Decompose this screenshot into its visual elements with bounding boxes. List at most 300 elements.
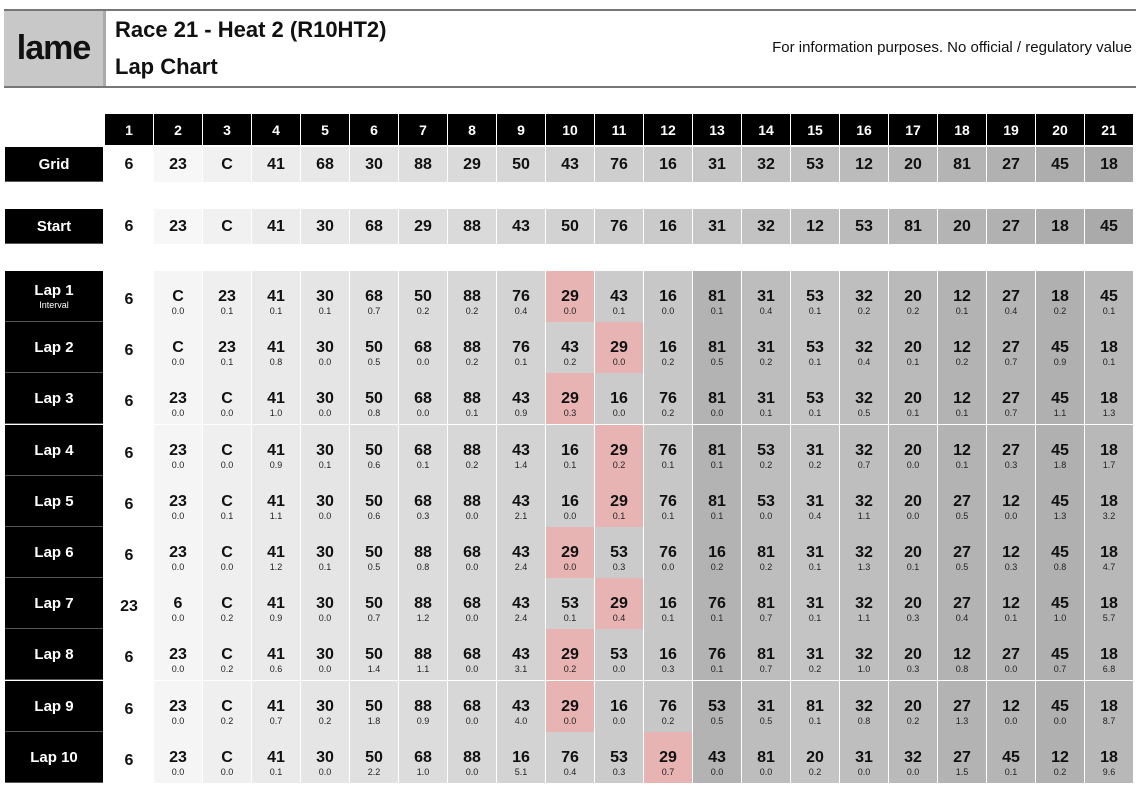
- lap-cell: [202, 373, 251, 424]
- interval-value: 0.2: [661, 357, 675, 367]
- interval-value: 0.0: [171, 613, 185, 623]
- interval-value: 0.0: [1004, 664, 1018, 674]
- driver-number: 16: [659, 646, 677, 663]
- driver-number: 81: [708, 288, 726, 305]
- interval-value: 0.0: [318, 511, 332, 521]
- interval-value: 0.1: [710, 511, 724, 521]
- lap-cell: [692, 578, 741, 629]
- driver-number: 43: [512, 218, 530, 235]
- lap-cell: [741, 373, 790, 424]
- lap-cell: [986, 322, 1035, 373]
- lap-row-label: [5, 425, 103, 476]
- interval-value: 0.2: [220, 716, 234, 726]
- interval-value: 0.5: [710, 716, 724, 726]
- driver-number: 23: [169, 390, 187, 407]
- interval-value: 0.2: [1053, 306, 1067, 316]
- driver-number: 6: [124, 752, 134, 769]
- start-cell: [790, 209, 839, 244]
- interval-value: 5.7: [1102, 613, 1116, 623]
- interval-value: 1.1: [857, 511, 871, 521]
- lap-cell: [937, 476, 986, 527]
- interval-value: 0.4: [759, 306, 773, 316]
- interval-value: 0.6: [367, 511, 381, 521]
- interval-value: 0.8: [955, 664, 969, 674]
- interval-value: 3.2: [1102, 511, 1116, 521]
- interval-value: 0.2: [710, 562, 724, 572]
- lap-cell: [300, 578, 349, 629]
- lap-cell: [839, 629, 888, 680]
- driver-number: 50: [365, 544, 383, 561]
- driver-number: 81: [757, 646, 775, 663]
- lap-cell: [104, 476, 153, 527]
- interval-value: 0.1: [514, 357, 528, 367]
- driver-number: C: [221, 218, 233, 235]
- driver-number: 20: [904, 544, 922, 561]
- lap-cell: [153, 732, 202, 783]
- driver-number: 6: [173, 595, 183, 612]
- driver-number: 23: [169, 442, 187, 459]
- lap-cell: [398, 373, 447, 424]
- driver-number: 29: [610, 595, 628, 612]
- driver-number: 76: [659, 493, 677, 510]
- driver-number: 27: [1002, 156, 1020, 173]
- interval-value: 4.7: [1102, 562, 1116, 572]
- lap-label: Lap 7: [34, 594, 74, 612]
- interval-value: 0.0: [563, 511, 577, 521]
- lap-cell: [349, 322, 398, 373]
- driver-number: 53: [855, 218, 873, 235]
- lap-cell: [447, 271, 496, 322]
- driver-number: 88: [463, 493, 481, 510]
- driver-number: 68: [316, 156, 334, 173]
- lap-label: Lap 9: [34, 697, 74, 715]
- interval-value: 0.1: [563, 460, 577, 470]
- interval-value: 0.9: [1053, 357, 1067, 367]
- driver-number: 45: [1051, 698, 1069, 715]
- driver-number: 6: [124, 156, 134, 173]
- lap-cell: [496, 425, 545, 476]
- interval-value: 0.9: [269, 613, 283, 623]
- lap-cell: [1084, 322, 1133, 373]
- driver-number: 43: [512, 390, 530, 407]
- driver-number: 76: [659, 698, 677, 715]
- interval-value: 0.2: [465, 460, 479, 470]
- driver-number: 43: [512, 646, 530, 663]
- driver-number: 29: [610, 493, 628, 510]
- position-column-header: 12: [643, 114, 692, 145]
- lap-cell: [251, 322, 300, 373]
- interval-value: 0.5: [710, 357, 724, 367]
- lap-cell: [545, 476, 594, 527]
- lap-cell: [1084, 527, 1133, 578]
- interval-value: 0.0: [171, 408, 185, 418]
- lap-cell: [1035, 732, 1084, 783]
- lap-cell: [104, 373, 153, 424]
- driver-number: 41: [267, 156, 285, 173]
- interval-value: 9.6: [1102, 767, 1116, 777]
- driver-number: 41: [267, 544, 285, 561]
- driver-number: C: [221, 544, 233, 561]
- driver-number: 81: [757, 749, 775, 766]
- lap-cell: [251, 681, 300, 732]
- lap-cell: [349, 629, 398, 680]
- driver-number: 16: [659, 339, 677, 356]
- driver-number: 6: [124, 218, 134, 235]
- driver-number: 18: [1100, 646, 1118, 663]
- driver-number: 30: [316, 288, 334, 305]
- lap-cell: [447, 681, 496, 732]
- start-cell: [1084, 209, 1133, 244]
- position-column-header: 15: [790, 114, 839, 145]
- driver-number: 30: [316, 218, 334, 235]
- driver-number: 50: [512, 156, 530, 173]
- interval-value: 0.7: [367, 613, 381, 623]
- lap-cell: [447, 578, 496, 629]
- interval-value: 1.4: [514, 460, 528, 470]
- driver-number: 88: [414, 646, 432, 663]
- driver-number: 30: [316, 493, 334, 510]
- driver-number: 50: [414, 288, 432, 305]
- interval-value: 0.0: [465, 562, 479, 572]
- position-column-header: 2: [153, 114, 202, 145]
- driver-number: 12: [1051, 749, 1069, 766]
- position-column-header: 4: [251, 114, 300, 145]
- lap-row-label: [5, 578, 103, 629]
- driver-number: 53: [806, 288, 824, 305]
- lap-cell: [251, 425, 300, 476]
- lap-cell: [594, 681, 643, 732]
- lap-cell: [790, 425, 839, 476]
- grid-cell: [790, 147, 839, 182]
- driver-number: 27: [1002, 339, 1020, 356]
- lap-cell: [986, 629, 1035, 680]
- lap-cell: [692, 425, 741, 476]
- interval-value: 0.4: [612, 613, 626, 623]
- lap-cell: [398, 629, 447, 680]
- driver-number: 16: [561, 493, 579, 510]
- driver-number: 32: [855, 698, 873, 715]
- interval-value: 0.1: [661, 613, 675, 623]
- lap-cell: [692, 527, 741, 578]
- driver-number: 88: [463, 390, 481, 407]
- page-title: Race 21 - Heat 2 (R10HT2): [115, 17, 387, 42]
- driver-number: 27: [1002, 218, 1020, 235]
- lap-row-label: [5, 681, 103, 732]
- interval-value: 1.3: [857, 562, 871, 572]
- driver-number: 23: [218, 339, 236, 356]
- position-column-header: 5: [300, 114, 349, 145]
- driver-number: 68: [463, 698, 481, 715]
- interval-value: 0.1: [465, 408, 479, 418]
- lap-cell: [398, 271, 447, 322]
- lap-row-label: [5, 732, 103, 783]
- interval-value: 0.1: [906, 357, 920, 367]
- driver-number: 88: [414, 595, 432, 612]
- start-cell: [300, 209, 349, 244]
- interval-value: 0.0: [465, 511, 479, 521]
- lap-cell: [202, 578, 251, 629]
- interval-value: 0.4: [563, 767, 577, 777]
- lap-cell: [1084, 732, 1133, 783]
- interval-value: 0.2: [661, 408, 675, 418]
- driver-number: 27: [1002, 646, 1020, 663]
- lap-cell: [300, 373, 349, 424]
- interval-value: 0.0: [416, 357, 430, 367]
- lap-cell: [594, 578, 643, 629]
- driver-number: 32: [904, 749, 922, 766]
- lap-cell: [741, 681, 790, 732]
- driver-number: 23: [169, 749, 187, 766]
- driver-number: 12: [953, 288, 971, 305]
- interval-value: 0.0: [759, 511, 773, 521]
- interval-value: 1.1: [416, 664, 430, 674]
- interval-value: 0.5: [759, 716, 773, 726]
- start-cell: [888, 209, 937, 244]
- driver-number: 68: [414, 493, 432, 510]
- driver-number: 12: [953, 442, 971, 459]
- driver-number: 88: [463, 339, 481, 356]
- lap-row-label: [5, 373, 103, 424]
- driver-number: 53: [610, 544, 628, 561]
- lap-cell: [1035, 681, 1084, 732]
- interval-value: 0.0: [1053, 716, 1067, 726]
- driver-number: 43: [561, 339, 579, 356]
- lap-cell: [1035, 373, 1084, 424]
- lap-cell: [1035, 629, 1084, 680]
- interval-value: 4.0: [514, 716, 528, 726]
- driver-number: 68: [414, 390, 432, 407]
- lap-cell: [447, 373, 496, 424]
- interval-value: 0.1: [1102, 357, 1116, 367]
- driver-number: 16: [659, 218, 677, 235]
- driver-number: 6: [124, 445, 134, 462]
- lap-cell: [888, 425, 937, 476]
- driver-number: 20: [904, 493, 922, 510]
- interval-value: 0.7: [1004, 408, 1018, 418]
- driver-number: 18: [1051, 218, 1069, 235]
- driver-number: 16: [659, 595, 677, 612]
- driver-number: 31: [708, 218, 726, 235]
- position-column-header: 17: [888, 114, 937, 145]
- driver-number: 20: [904, 698, 922, 715]
- interval-value: 0.1: [808, 357, 822, 367]
- driver-number: 12: [1002, 493, 1020, 510]
- interval-value: 1.0: [269, 408, 283, 418]
- lap-cell: [888, 476, 937, 527]
- lap-cell: [594, 373, 643, 424]
- lap-cell: [104, 322, 153, 373]
- interval-value: 0.0: [465, 613, 479, 623]
- interval-value: 1.7: [1102, 460, 1116, 470]
- driver-number: 76: [512, 339, 530, 356]
- interval-value: 0.1: [955, 306, 969, 316]
- driver-number: 53: [806, 156, 824, 173]
- interval-value: 0.7: [367, 306, 381, 316]
- driver-number: 20: [953, 218, 971, 235]
- interval-value: 5.1: [514, 767, 528, 777]
- lap-cell: [888, 681, 937, 732]
- driver-number: 30: [316, 339, 334, 356]
- start-cell: [153, 209, 202, 244]
- driver-number: 81: [904, 218, 922, 235]
- position-column-header: 14: [741, 114, 790, 145]
- interval-value: 0.7: [661, 767, 675, 777]
- interval-value: 2.1: [514, 511, 528, 521]
- lap-cell: [692, 629, 741, 680]
- interval-value: 0.1: [318, 460, 332, 470]
- position-column-header: 1: [104, 114, 153, 145]
- lap-cell: [104, 527, 153, 578]
- lap-cell: [496, 629, 545, 680]
- driver-number: 20: [904, 442, 922, 459]
- lap-cell: [839, 425, 888, 476]
- lap-cell: [447, 322, 496, 373]
- interval-value: 0.5: [955, 562, 969, 572]
- interval-value: 2.4: [514, 562, 528, 572]
- lap-cell: [153, 578, 202, 629]
- lap-cell: [398, 425, 447, 476]
- interval-value: 0.3: [661, 664, 675, 674]
- driver-number: 27: [953, 493, 971, 510]
- report-header: [4, 9, 1136, 88]
- grid-cell: [202, 147, 251, 182]
- interval-value: 0.1: [710, 613, 724, 623]
- driver-number: 27: [953, 749, 971, 766]
- interval-value: 0.5: [955, 511, 969, 521]
- lap-cell: [202, 322, 251, 373]
- driver-number: 29: [463, 156, 481, 173]
- driver-number: 32: [855, 390, 873, 407]
- lap-cell: [986, 271, 1035, 322]
- lap-cell: [1084, 425, 1133, 476]
- driver-number: 23: [169, 544, 187, 561]
- interval-value: 0.0: [710, 767, 724, 777]
- driver-number: 18: [1100, 390, 1118, 407]
- lap-cell: [251, 527, 300, 578]
- interval-value: 0.1: [759, 408, 773, 418]
- driver-number: 23: [169, 218, 187, 235]
- lap-cell: [349, 527, 398, 578]
- driver-number: 81: [757, 544, 775, 561]
- driver-number: 18: [1100, 442, 1118, 459]
- lap-cell: [153, 425, 202, 476]
- lap-cell: [398, 578, 447, 629]
- driver-number: 30: [316, 698, 334, 715]
- lap-label: Lap 10: [30, 748, 78, 766]
- interval-value: 0.2: [612, 460, 626, 470]
- grid-cell: [545, 147, 594, 182]
- lap-cell: [398, 527, 447, 578]
- driver-number: 31: [806, 595, 824, 612]
- interval-value: 1.1: [1053, 408, 1067, 418]
- interval-value: 1.1: [269, 511, 283, 521]
- interval-value: 0.0: [318, 408, 332, 418]
- interval-value: 0.0: [171, 460, 185, 470]
- lap-cell: [349, 476, 398, 527]
- lap-cell: [398, 732, 447, 783]
- driver-number: 6: [124, 649, 134, 666]
- lap-cell: [1084, 373, 1133, 424]
- lap-cell: [1035, 476, 1084, 527]
- lap-cell: [447, 527, 496, 578]
- lap-cell: [349, 425, 398, 476]
- driver-number: 32: [855, 646, 873, 663]
- lap-cell: [888, 578, 937, 629]
- driver-number: 18: [1100, 156, 1118, 173]
- interval-value: 0.0: [759, 767, 773, 777]
- driver-number: 23: [169, 646, 187, 663]
- interval-value: 0.0: [416, 408, 430, 418]
- interval-value: 0.7: [857, 460, 871, 470]
- lap-cell: [251, 578, 300, 629]
- interval-value: 0.0: [171, 716, 185, 726]
- driver-number: 31: [806, 493, 824, 510]
- lap-cell: [888, 322, 937, 373]
- interval-value: 0.0: [710, 408, 724, 418]
- driver-number: 43: [512, 698, 530, 715]
- start-cell: [447, 209, 496, 244]
- driver-number: 53: [806, 339, 824, 356]
- interval-value: 0.0: [563, 562, 577, 572]
- interval-value: 0.2: [465, 357, 479, 367]
- driver-number: 81: [953, 156, 971, 173]
- interval-value: 0.8: [857, 716, 871, 726]
- grid-cell: [888, 147, 937, 182]
- driver-number: 43: [512, 442, 530, 459]
- interval-value: 0.0: [220, 562, 234, 572]
- start-cell: [398, 209, 447, 244]
- driver-number: C: [221, 595, 233, 612]
- interval-value: 0.0: [318, 613, 332, 623]
- lap-cell: [251, 476, 300, 527]
- interval-value: 1.5: [955, 767, 969, 777]
- driver-number: 18: [1100, 544, 1118, 561]
- driver-number: 68: [463, 646, 481, 663]
- interval-value: 0.1: [808, 562, 822, 572]
- driver-number: 29: [561, 390, 579, 407]
- driver-number: 50: [365, 595, 383, 612]
- driver-number: 81: [708, 339, 726, 356]
- lap-cell: [545, 629, 594, 680]
- grid-cell: [300, 147, 349, 182]
- interval-value: 1.8: [367, 716, 381, 726]
- driver-number: 50: [365, 698, 383, 715]
- driver-number: 6: [124, 496, 134, 513]
- lap-cell: [202, 271, 251, 322]
- lap-cell: [153, 322, 202, 373]
- driver-number: 29: [561, 288, 579, 305]
- lap-cell: [594, 527, 643, 578]
- interval-value: 0.4: [1004, 306, 1018, 316]
- driver-number: 68: [463, 595, 481, 612]
- lap-cell: [937, 629, 986, 680]
- lap-cell: [349, 732, 398, 783]
- interval-value: 0.0: [465, 767, 479, 777]
- lap-cell: [643, 476, 692, 527]
- lap-cell: [888, 527, 937, 578]
- interval-value: 1.0: [857, 664, 871, 674]
- lap-cell: [447, 629, 496, 680]
- driver-number: 27: [1002, 442, 1020, 459]
- interval-value: 0.2: [906, 716, 920, 726]
- driver-number: 76: [610, 218, 628, 235]
- lap-cell: [251, 732, 300, 783]
- interval-value: 0.4: [808, 511, 822, 521]
- lap-cell: [202, 476, 251, 527]
- interval-value: 0.2: [563, 664, 577, 674]
- driver-number: 68: [414, 749, 432, 766]
- interval-value: 1.4: [367, 664, 381, 674]
